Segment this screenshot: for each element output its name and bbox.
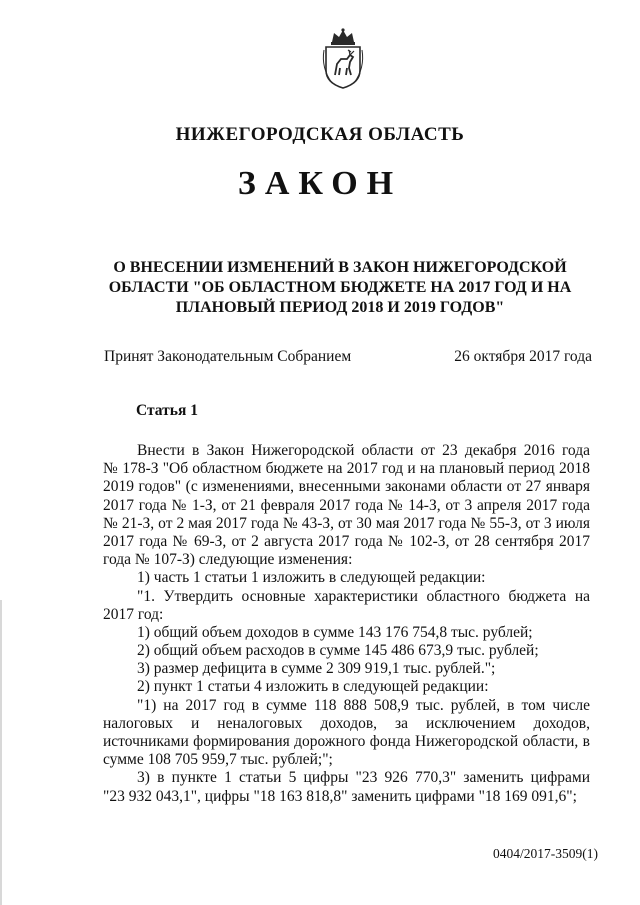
article-line: 2017 года № 69-З, от 2 августа 2017 года № 102-З, от 28 сентября 2017: [103, 532, 590, 550]
document-type: ЗАКОН: [237, 165, 403, 202]
region-name: НИЖЕГОРОДСКАЯ ОБЛАСТЬ: [175, 124, 465, 145]
article-heading: Статья 1: [136, 402, 198, 419]
article-line: "1. Утвердить основные характеристики областного бюджета на: [137, 587, 590, 605]
article-line: 2017 год:: [103, 605, 164, 623]
article-line: 3) размер дефицита в сумме 2 309 919,1 тыс. рублей.";: [137, 660, 496, 678]
law-title-line: ПЛАНОВЫЙ ПЕРИОД 2018 И 2019 ГОДОВ": [175, 299, 505, 316]
article-line: 2019 годов" (с изменениями, внесенными законами области от 27 января: [103, 478, 590, 496]
article-line: 2) пункт 1 статьи 4 изложить в следующей редакции:: [137, 678, 489, 696]
law-title-line: О ВНЕСЕНИИ ИЗМЕНЕНИЙ В ЗАКОН НИЖЕГОРОДСКОЙ: [113, 259, 567, 276]
document-code: 0404/2017-3509(1): [493, 846, 598, 861]
coat-of-arms-icon: [320, 28, 366, 90]
article-line: "23 932 043,1", цифры "18 163 818,8" заменить цифрами "18 169 091,6";: [103, 787, 577, 805]
article-line: источниками формирования дорожного фонда Нижегородской области, в: [103, 733, 590, 750]
article-line: № 178-З "Об областном бюджете на 2017 год и на плановый период 2018: [103, 460, 590, 478]
article-line: налоговых и неналоговых доходов, за исключением доходов,: [103, 714, 590, 732]
article-line: года № 107-З) следующие изменения:: [103, 551, 353, 569]
adoption-date: 26 октября 2017 года: [454, 348, 592, 365]
article-line: 3) в пункте 1 статьи 5 цифры "23 926 770,3" заменить цифрами: [137, 769, 590, 787]
adopted-by: Принят Законодательным Собранием: [104, 348, 352, 365]
article-line: "1) на 2017 год в сумме 118 888 508,9 тыс. рублей, в том числе: [137, 696, 590, 714]
article-line: № 21-З, от 2 мая 2017 года № 43-З, от 30 мая 2017 года № 55-З, от 3 июля: [103, 514, 590, 532]
law-title-line: ОБЛАСТИ "ОБ ОБЛАСТНОМ БЮДЖЕТЕ НА 2017 ГОД И НА: [108, 279, 572, 296]
article-line: 1) часть 1 статьи 1 изложить в следующей редакции:: [137, 569, 486, 587]
article-line: 1) общий объем доходов в сумме 143 176 754,8 тыс. рублей;: [137, 623, 533, 641]
article-line: 2) общий объем расходов в сумме 145 486 673,9 тыс. рублей;: [137, 642, 539, 660]
article-line: 2017 года № 1-З, от 21 февраля 2017 года № 14-З, от 3 апреля 2017 года: [103, 496, 590, 514]
law-title: [100, 258, 580, 318]
article-line: сумме 108 705 959,7 тыс. рублей;";: [103, 751, 333, 769]
article-body: [103, 442, 590, 806]
binding-edge: [0, 600, 2, 905]
article-line: Внести в Закон Нижегородской области от 23 декабря 2016 года: [137, 442, 590, 459]
